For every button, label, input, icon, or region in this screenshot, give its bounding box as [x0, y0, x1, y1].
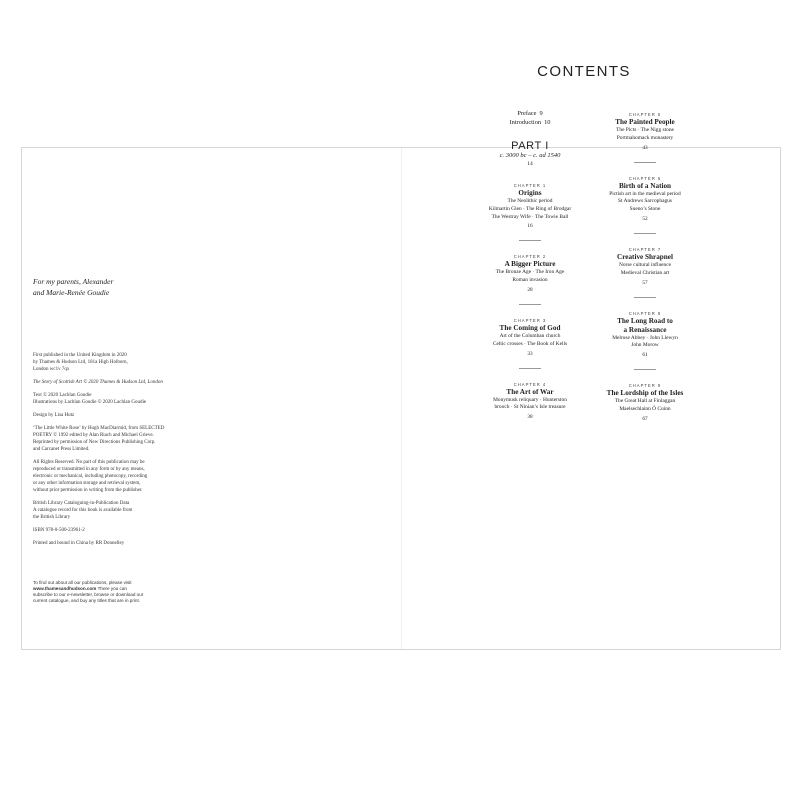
dedication-line: For my parents, Alexander [33, 277, 114, 286]
chapter-page-number: 43 [642, 144, 648, 151]
chapter-label: CHAPTER 9 [628, 383, 662, 389]
chapter-subtopic: The Bronze Age · The Iron Age [495, 269, 565, 276]
imprint-line: ISBN 978-0-500-23961-2 [33, 528, 85, 533]
toc-introduction [460, 119, 600, 128]
imprint-line: Reprinted by permission of New Directions Publishing Corp. [33, 440, 156, 445]
chapter-page-number: 38 [527, 414, 533, 421]
imprint-cataloguing [33, 500, 243, 521]
imprint-line: ‘The Little White Rose’ by Hugh MacDiarmid, from SELECTED [33, 426, 165, 431]
imprint-rights [33, 459, 243, 494]
chapter-subtopic: Melrose Abbey · John Llewyn [612, 334, 678, 341]
imprint-line: British Library Cataloguing-in-Publication Data [33, 501, 130, 506]
imprint-line: the British Library [33, 515, 71, 520]
chapter-label: CHAPTER 5 [628, 112, 662, 117]
chapter-title: The Painted People [615, 118, 675, 126]
chapter-title: A Bigger Picture [504, 260, 556, 269]
divider [634, 233, 656, 234]
chapter-label: CHAPTER 6 [628, 175, 662, 181]
imprint-line: A catalogue record for this book is available from [33, 508, 133, 513]
chapter-subtopic: The Picts · The Nigg stone [616, 127, 674, 133]
chapter-subtopic: Roman invasion [512, 277, 548, 284]
imprint-isbn [33, 527, 243, 534]
toc-chapter-9 [580, 383, 710, 423]
chapter-title: The Coming of God [499, 323, 561, 332]
divider [634, 297, 656, 298]
copyright-imprint [33, 352, 243, 553]
toc-chapter-7 [580, 247, 710, 298]
chapter-label: CHAPTER 8 [628, 310, 662, 316]
imprint-printer [33, 540, 243, 547]
imprint-permissions [33, 425, 243, 453]
page-fold [401, 148, 402, 649]
chapter-label: CHAPTER 7 [628, 246, 662, 252]
chapter-label: CHAPTER 4 [513, 381, 547, 387]
chapter-title: a Renaissance [623, 325, 667, 334]
publisher-url[interactable]: www.thamesandhudson.com [33, 586, 97, 591]
chapter-page-number: 33 [527, 350, 533, 357]
toc-preface [460, 110, 600, 119]
part-title: PART I [511, 140, 549, 152]
chapter-subtopic: The Great Hall at Finlaggan [614, 398, 676, 405]
divider [634, 162, 656, 163]
chapter-title: Creative Shrapnel [617, 252, 673, 261]
imprint-publisher [33, 352, 243, 373]
imprint-line: reproduced or transmitted in any form or by any means, [33, 467, 145, 472]
imprint-line: Text © 2020 Lachlan Goudie [33, 393, 92, 398]
chapter-subtopic: St Andrews Sarcophagus [618, 198, 672, 205]
chapter-subtopic: Kilmartin Glen · The Ring of Brodgar [488, 205, 572, 212]
chapter-title: Birth of a Nation [618, 181, 672, 190]
imprint-line: electronic or mechanical, including photocopy, recording [33, 474, 148, 479]
chapter-subtopic: Pictish art in the medieval period [609, 190, 681, 197]
web-line-rest: There you can [96, 586, 127, 591]
contents-title: CONTENTS [537, 63, 631, 80]
toc-page-number: 9 [539, 110, 543, 117]
imprint-design [33, 412, 243, 419]
chapter-subtopic: Maelsechlainn Ó Cuinn [619, 405, 671, 412]
toc-chapter-2 [460, 254, 600, 305]
imprint-line: All Rights Reserved. No part of this publication may be [33, 460, 145, 465]
chapter-page-number: 57 [642, 279, 648, 286]
imprint-line: POETRY © 1992 edited by Alan Riach and Michael Grieve. [33, 433, 154, 438]
chapter-subtopic: The Westray Wife · The Towie Ball [491, 213, 569, 220]
chapter-title: The Lordship of the Isles [606, 389, 684, 398]
chapter-page-number: 16 [527, 223, 533, 230]
imprint-copyright [33, 379, 243, 386]
chapter-subtopic: Norse cultural influence [618, 261, 672, 268]
chapter-subtopic: Celtic crosses · The Book of Kells [492, 340, 568, 347]
toc-chapter-5 [580, 112, 710, 163]
chapter-title: Origins [518, 189, 542, 197]
chapter-subtopic: Art of the Columban church [499, 332, 561, 339]
divider [519, 304, 541, 305]
web-line: To find out about all our publications, please visit [33, 580, 132, 585]
toc-chapter-6 [580, 176, 710, 234]
toc-label: Preface [517, 110, 537, 117]
toc-chapter-4 [460, 382, 600, 422]
chapter-label: CHAPTER 2 [513, 254, 547, 260]
contents-column-left [460, 110, 600, 421]
chapter-page-number: 67 [642, 415, 648, 422]
chapter-subtopic: Monymusk reliquary · Hunterston [493, 396, 567, 403]
divider [519, 368, 541, 369]
chapter-page-number: 28 [527, 286, 533, 293]
toc-label: Introduction [509, 118, 542, 126]
chapter-title: The Art of War [506, 387, 554, 396]
imprint-line: and Carcanet Press Limited. [33, 447, 90, 452]
toc-chapter-8 [580, 311, 710, 371]
imprint-line: without prior permission in writing from the publisher. [33, 488, 143, 493]
imprint-line: by Thames & Hudson Ltd, 181a High Holborn, [33, 360, 128, 365]
chapter-label: CHAPTER 1 [513, 183, 547, 188]
chapter-label: CHAPTER 3 [513, 317, 547, 323]
chapter-subtopic: John Morow [631, 342, 659, 349]
imprint-text-credit [33, 392, 243, 406]
chapter-subtopic: Portmahomack monastery [616, 134, 674, 141]
web-line: subscribe to our e-newsletter, browse or download our [33, 592, 144, 597]
divider [519, 240, 541, 241]
imprint-line: Design by Lisa Hutz [33, 413, 75, 418]
toc-chapter-3 [460, 318, 600, 369]
chapter-subtopic: The Neolithic period [507, 198, 553, 204]
imprint-line: or any other information storage and retrieval system, [33, 481, 141, 486]
imprint-line: The Story of Scottish Art © 2020 Thames & Hudson Ltd, London [33, 380, 163, 385]
chapter-subtopic: Medieval Christian art [620, 269, 670, 276]
divider [634, 369, 656, 370]
contents-column-right [580, 112, 710, 423]
part-page-number: 14 [527, 161, 533, 167]
publisher-web-note [33, 580, 253, 604]
imprint-line: London wc1v 7qx [33, 367, 70, 372]
chapter-page-number: 52 [642, 215, 648, 222]
web-line: current catalogue, and buy any titles that are in print. [33, 598, 140, 603]
chapter-subtopic: brooch · St Ninian’s Isle treasure [494, 404, 566, 411]
dedication-line: and Marie-Renée Goudie [33, 288, 110, 297]
chapter-subtopic: Sueno’s Stone [629, 206, 661, 213]
imprint-line: First published in the United Kingdom in 2020 [33, 353, 127, 358]
part-dates: c. 3000 bc – c. ad 1540 [499, 152, 561, 159]
toc-chapter-1 [460, 183, 600, 241]
imprint-line: Illustrations by Lachlan Goudie © 2020 Lachlan Goudie [33, 400, 147, 405]
imprint-line: Printed and bound in China by RR Donnelley [33, 541, 125, 546]
dedication [33, 276, 203, 298]
chapter-page-number: 61 [642, 352, 648, 359]
chapter-title: The Long Road to [617, 316, 673, 325]
toc-page-number: 10 [544, 118, 551, 126]
